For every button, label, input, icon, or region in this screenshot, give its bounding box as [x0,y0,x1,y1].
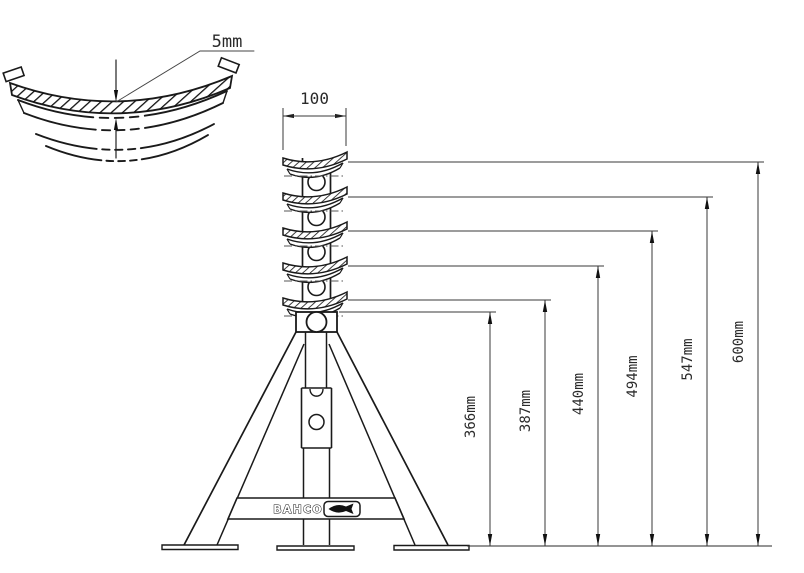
sleeve-pin-hole [309,415,324,430]
arrow-down [650,534,654,546]
jack-stand [162,152,469,550]
dimension-label: 494mm [625,355,641,398]
arrow-up [650,231,654,243]
height-dimensions [339,162,764,546]
saddle-position-1 [283,152,347,177]
inner-post-rounded-end [310,389,323,396]
crossbar [228,498,404,519]
dimension-label: 600mm [731,320,747,364]
arrow-up [596,266,600,278]
width-dimension [283,89,346,150]
arrow-up [488,312,492,324]
arrow-down [596,534,600,546]
detail-arrow-up-head [114,118,118,130]
feet [162,545,469,550]
bahco-fish-logo [324,502,360,517]
arrow-down [705,534,709,546]
detail-arrow-down-head [114,90,118,102]
detail-gap-label: 5mm [211,32,243,52]
arrow-down [543,534,547,546]
height-dimension-600mm [348,162,764,546]
height-dimension-547mm [348,197,713,546]
detail-lower-band-lower-edge [46,135,208,161]
right-foot-plate [394,546,469,551]
arrow-down [756,534,760,546]
center-foot-plate [277,546,354,550]
width-arrow-right [335,114,346,118]
dimension-label: 366mm [463,395,479,439]
width-dimension-label: 100 [300,89,329,108]
saddle-gap-detail-view [3,32,254,161]
dimension-label: 440mm [571,372,587,416]
arrow-up [756,162,760,174]
left-foot-plate [162,545,238,550]
width-arrow-left [283,114,294,118]
arrow-down [488,534,492,546]
collar-pin-hole [307,312,327,332]
collar [296,312,337,332]
brand-label: BAHCO [273,503,323,516]
dimension-label: 387mm [518,389,534,433]
detail-end-bracket-left [3,67,24,82]
arrow-up [543,300,547,312]
arrow-up [705,197,709,209]
dimension-label: 547mm [680,338,696,381]
detail-end-bracket-right [218,58,239,73]
